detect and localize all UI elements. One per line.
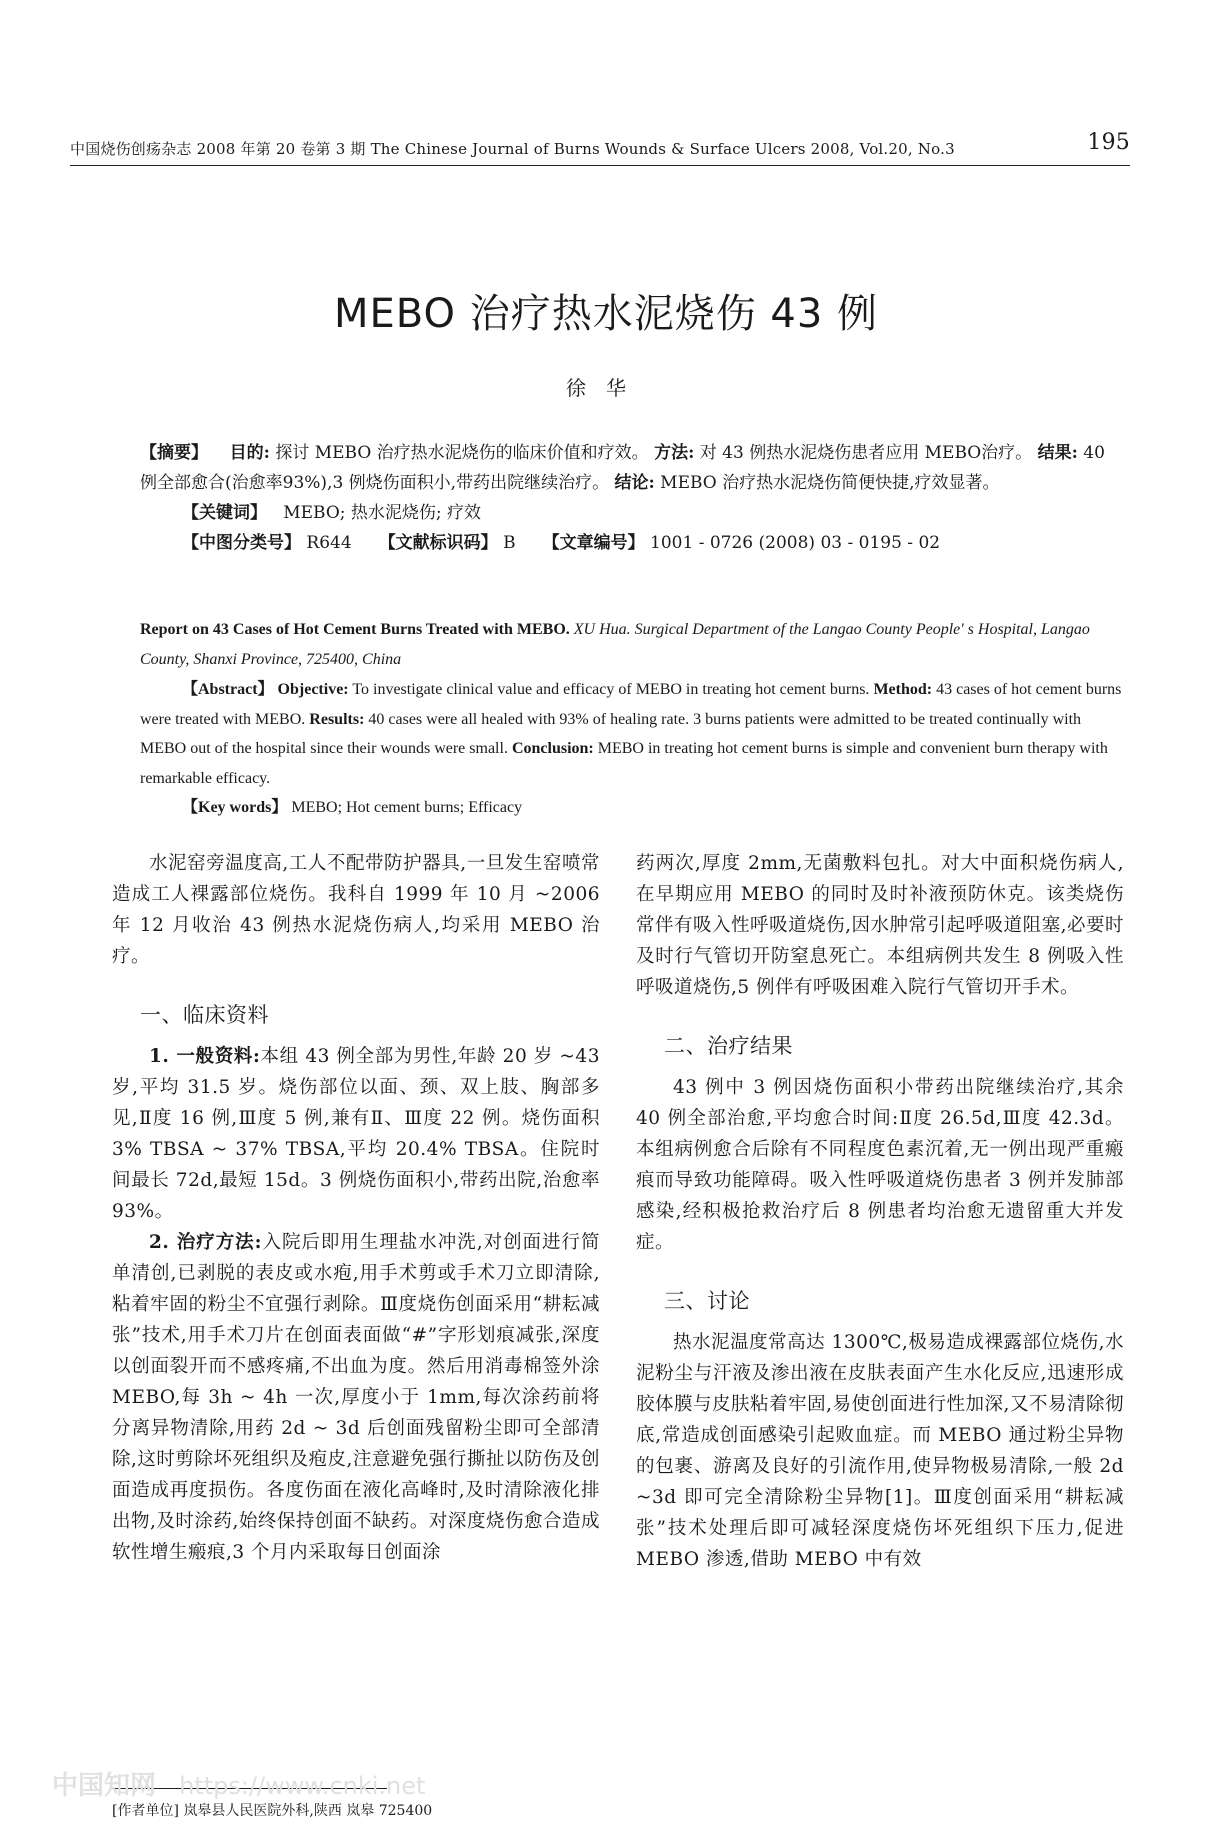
english-abstract xyxy=(140,675,1130,823)
en-objective: To investigate clinical value and efficacy of MEBO in treating hot cement burns. xyxy=(352,681,870,698)
intro-paragraph: 水泥窑旁温度高,工人不配带防护器具,一旦发生窑喷常造成工人裸露部位烧伤。我科自 1999 年 10 月 ~2006 年 12 月收治 43 例热水泥烧伤病人,均采用 MEBO 治疗。 xyxy=(112,853,600,967)
results-paragraph: 43 例中 3 例因烧伤面积小带药出院继续治疗,其余 40 例全部治愈,平均愈合时间:Ⅱ度 26.5d,Ⅲ度 42.3d。本组病例愈合后除有不同程度色素沉着,无一例出现严重瘢痕而导致功能障碍。吸入性呼吸道烧伤患者 3 例并发肺部感染,经积极抢救治疗后 8 例患者均治愈无遗留重大并发症。 xyxy=(636,1077,1124,1253)
chinese-abstract xyxy=(140,438,1122,558)
treatment-method-paragraph xyxy=(112,1227,600,1568)
en-title-bold: Report on 43 Cases of Hot Cement Burns Treated with MEBO. xyxy=(140,621,570,638)
section-heading-discussion: 三、讨论 xyxy=(664,1289,750,1313)
continued-paragraph: 药两次,厚度 2mm,无菌敷料包扎。对大中面积烧伤病人,在早期应用 MEBO 的同时及时补液预防休克。该类烧伤常伴有吸入性呼吸道烧伤,因水肿常引起呼吸道阻塞,必要时及时行气管切开防窒息死亡。本组病例共发生 8 例吸入性呼吸道烧伤,5 例伴有呼吸困难入院行气管切开手术。 xyxy=(636,853,1124,998)
cn-class-label: 【中图分类号】 xyxy=(182,533,301,553)
cnki-watermark xyxy=(52,1765,425,1802)
treatment-method-label: 2. 治疗方法: xyxy=(149,1232,262,1253)
cn-article-value: 1001 - 0726 (2008) 03 - 0195 - 02 xyxy=(650,533,941,553)
en-abstract-label: 【Abstract】 xyxy=(182,681,274,698)
cn-results-label: 结果: xyxy=(1037,443,1078,463)
running-head-text: 中国烧伤创疡杂志 2008 年第 20 卷第 3 期 The Chinese Journal of Burns Wounds & Surface Ulcers 2008, Vol.20, No.3 xyxy=(70,140,955,158)
cn-method: 对 43 例热水泥烧伤患者应用 MEBO治疗。 xyxy=(699,443,1033,463)
cn-doc-value: B xyxy=(503,533,516,553)
cn-results: 40 例全部愈合(治愈率93%),3 例烧伤面积小,带药出院继续治疗。 xyxy=(140,443,1105,493)
en-conclusion: MEBO in treating hot cement burns is simple and convenient burn therapy with remarkable efficacy. xyxy=(140,740,1108,787)
cn-article-label: 【文章编号】 xyxy=(542,533,645,553)
running-head xyxy=(70,130,1130,166)
section-heading-results: 二、治疗结果 xyxy=(664,1034,793,1058)
en-title-affiliation: XU Hua. Surgical Department of the Langao County People' s Hospital, Langao County, Shanxi Province, 725400, China xyxy=(140,621,1090,668)
general-data-label: 1. 一般资料: xyxy=(149,1046,261,1067)
general-data-text: 本组 43 例全部为男性,年龄 20 岁 ~43 岁,平均 31.5 岁。烧伤部位以面、颈、双上肢、胸部多见,Ⅱ度 16 例,Ⅲ度 5 例,兼有Ⅱ、Ⅲ度 22 例。烧伤面积 3% TBSA ~ 37% TBSA,平均 20.4% TBSA。住院时间最长 72d,最短 15d。3 例烧伤面积小,带药出院,治愈率 93%。 xyxy=(112,1046,600,1222)
en-keywords-label: 【Key words】 xyxy=(182,799,288,816)
author-affiliation-footnote: [作者单位] 岚皋县人民医院外科,陕西 岚皋 725400 xyxy=(112,1803,433,1819)
en-objective-label: Objective: xyxy=(277,681,349,698)
cn-method-label: 方法: xyxy=(654,443,695,463)
cn-class-value: R644 xyxy=(306,533,352,553)
discussion-paragraph: 热水泥温度常高达 1300℃,极易造成裸露部位烧伤,水泥粉尘与汗液及渗出液在皮肤表面产生水化反应,迅速形成胶体膜与皮肤粘着牢固,易使创面进行性加深,又不易清除彻底,常造成创面感染引起败血症。而 MEBO 通过粉尘异物的包裹、游离及良好的引流作用,使异物极易清除,一般 2d ~3d 即可完全清除粉尘异物[1]。Ⅲ度创面采用“耕耘减张”技术处理后即可减轻深度烧伤坏死组织下压力,促进 MEBO 渗透,借助 MEBO 中有效 xyxy=(636,1332,1124,1570)
article-author: 徐华 xyxy=(566,376,646,400)
cn-doc-label: 【文献标识码】 xyxy=(378,533,498,553)
general-data-paragraph xyxy=(112,1041,600,1227)
body-left-column xyxy=(112,848,600,1568)
watermark-url: https://www.cnki.net xyxy=(179,1772,426,1800)
article-title: MEBO 治疗热水泥烧伤 43 例 xyxy=(333,291,879,337)
cn-keywords-label: 【关键词】 xyxy=(182,503,267,523)
body-right-column xyxy=(636,848,1124,1575)
cn-conclusion: MEBO 治疗热水泥烧伤简便快捷,疗效显著。 xyxy=(660,473,1000,493)
en-results: 40 cases were all healed with 93% of healing rate. 3 burns patients were admitted to be treated continually with MEBO out of the hospital since their wounds were small. xyxy=(140,710,1082,757)
en-method: 43 cases of hot cement burns were treated with MEBO. xyxy=(140,681,1122,728)
cn-conclusion-label: 结论: xyxy=(614,473,655,493)
en-method-label: Method: xyxy=(873,681,933,698)
en-conclusion-label: Conclusion: xyxy=(511,740,594,757)
section-heading-clinical: 一、临床资料 xyxy=(140,1003,269,1027)
cn-objective-label: 目的: xyxy=(229,443,270,463)
english-title xyxy=(140,615,1130,675)
en-results-label: Results: xyxy=(309,710,365,728)
cn-objective: 探讨 MEBO 治疗热水泥烧伤的临床价值和疗效。 xyxy=(275,443,649,463)
cn-keywords: MEBO; 热水泥烧伤; 疗效 xyxy=(283,503,482,523)
cn-abstract-label: 【摘要】 xyxy=(140,443,208,463)
watermark-name: 中国知网 xyxy=(52,1771,157,1801)
treatment-method-text: 入院后即用生理盐水冲洗,对创面进行简单清创,已剥脱的表皮或水疱,用手术剪或手术刀立即清除,粘着牢固的粉尘不宜强行剥除。Ⅲ度烧伤创面采用“耕耘减张”技术,用手术刀片在创面表面做“#”字形划痕减张,深度以创面裂开而不感疼痛,不出血为度。然后用消毒棉签外涂 MEBO,每 3h ~ 4h 一次,厚度小于 1mm,每次涂药前将分离异物清除,用药 2d ~ 3d 后创面残留粉尘即可全部清除,这时剪除坏死组织及疱皮,注意避免强行撕扯以防伤及创面造成再度损伤。各度伤面在液化高峰时,及时清除液化排出物,及时涂药,始终保持创面不缺药。对深度烧伤愈合造成软性增生瘢痕,3 个月内采取每日创面涂 xyxy=(112,1232,600,1563)
page-number: 195 xyxy=(1087,130,1130,155)
en-keywords: MEBO; Hot cement burns; Efficacy xyxy=(291,799,523,816)
